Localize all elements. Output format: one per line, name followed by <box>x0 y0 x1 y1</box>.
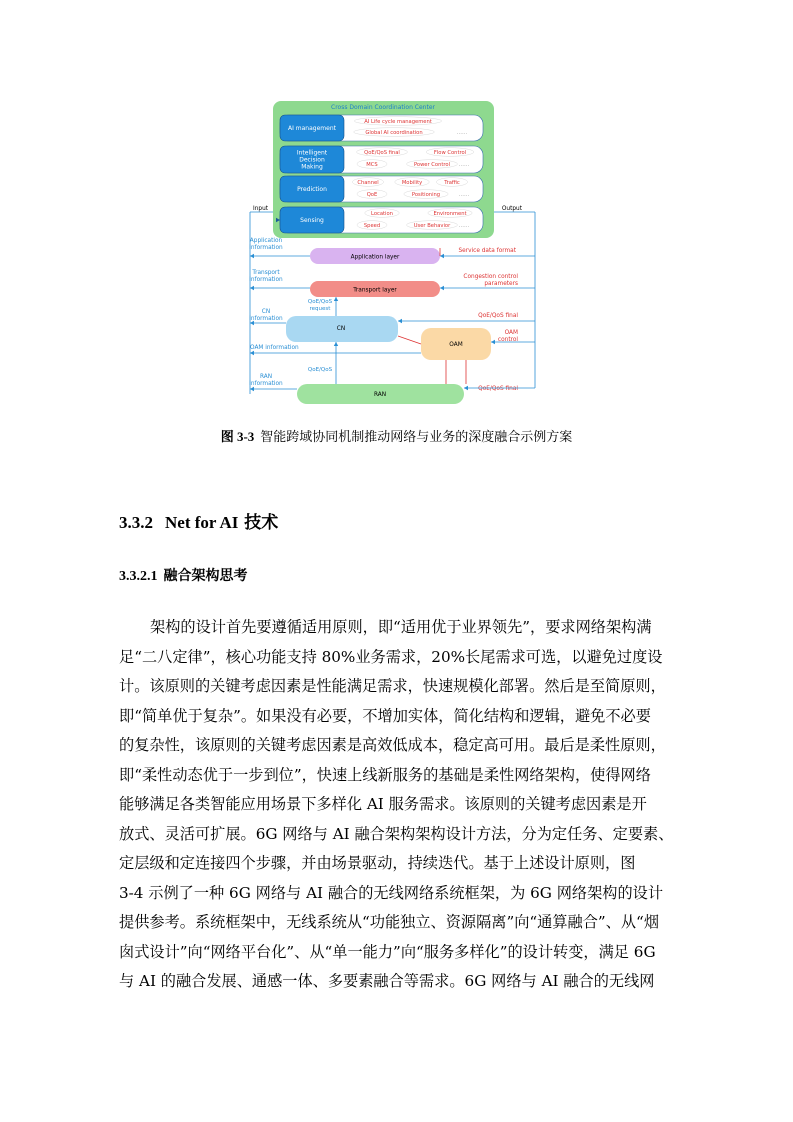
arrow-head <box>250 254 254 258</box>
service-data-label: Service data format <box>458 248 516 254</box>
cn-label: CN <box>336 326 346 332</box>
row-item-text: Global AI coordination <box>365 130 423 136</box>
section-title-cn: 技术 <box>238 513 279 533</box>
arrow-head <box>250 286 254 290</box>
paragraph-line: 计。该原则的关键考虑因素是性能满足需求，快速规模化部署。然后是至简原则， <box>119 677 666 695</box>
arrow-head <box>464 386 468 390</box>
architecture-diagram <box>240 98 540 410</box>
subsection-title: 融合架构思考 <box>163 568 248 584</box>
section-title-en: Net for AI <box>165 513 239 532</box>
paragraph-line: 架构的设计首先要遵循适用原则，即“适用优于业界领先”，要求网络架构满 <box>150 618 652 636</box>
section-number: 3.3.2 <box>119 513 153 532</box>
cn-info-label: CN <box>261 309 271 315</box>
transport-layer-label: Transport layer <box>353 287 397 294</box>
arrow-head <box>491 340 495 344</box>
paragraph-line: 3-4 示例了一种 6G 网络与 AI 融合的无线网络系统框架，为 6G 网络架构的设计 <box>119 883 664 902</box>
ran-info-label: RAN <box>259 374 273 380</box>
oam-control-label: OAM <box>504 330 518 336</box>
transport-info-label: Transport <box>252 270 280 276</box>
row-item-text: Positioning <box>411 192 441 198</box>
row-item-text: Channel <box>357 180 379 186</box>
row-item-text: Environment <box>433 211 467 217</box>
qoe-request-label: QoE/QoS <box>307 299 333 305</box>
arrow-head <box>440 254 444 258</box>
row-item-ellipsis: ...... <box>458 162 470 168</box>
row-item-text: QoE <box>366 192 378 198</box>
row-item-ellipsis: ...... <box>458 223 470 229</box>
paragraph-line: 能够满足各类智能应用场景下多样化 AI 服务需求。该原则的关键考虑因素是开 <box>119 795 647 813</box>
paragraph-line: 囱式设计”向“网络平台化”、从“单一能力”向“服务多样化”的设计转变，满足 6G <box>119 942 656 961</box>
ran-label: RAN <box>373 392 387 398</box>
ran-info-label: information <box>249 381 283 387</box>
arrow-head <box>250 387 254 391</box>
paragraph-line: 定层级和定连接四个步骤，并由场景驱动，持续迭代。基于上述设计原则，图 <box>119 854 636 872</box>
row-label-text: Prediction <box>297 186 327 193</box>
row-label-text: Making <box>301 163 323 171</box>
application-layer-label: Application layer <box>350 254 400 261</box>
arrow-head <box>250 351 254 355</box>
oam-label: OAM <box>449 342 463 348</box>
paragraph-line: 放式、灵活可扩展。6G 网络与 AI 融合架构架构设计方法，分为定任务、定要素、 <box>119 824 674 843</box>
row-label-text: Decision <box>299 156 325 164</box>
row-label-text: AI management <box>288 125 336 132</box>
oam-control-label: control <box>497 337 518 343</box>
arrow-head <box>398 319 402 323</box>
section-heading <box>119 508 278 533</box>
figure-caption <box>0 426 793 445</box>
row-item-text: MCS <box>366 162 378 168</box>
paragraph-line: 足“二八定律”，核心功能支持 80%业务需求，20%长尾需求可选，以避免过度设 <box>119 647 663 666</box>
qoe-request-label: request <box>309 306 331 312</box>
paragraph-line: 提供参考。系统框架中，无线系统从“功能独立、资源隔离”向“通算融合”、从“烟 <box>119 913 660 931</box>
row-label-text: Sensing <box>300 217 324 224</box>
arrow-head <box>440 286 444 290</box>
row-item-ellipsis: ...... <box>456 130 468 136</box>
caption-number: 图 3-3 <box>220 429 255 444</box>
oam-cn-line <box>398 336 421 344</box>
transport-info-label: information <box>249 277 283 283</box>
row-item-ellipsis: ...... <box>458 192 470 198</box>
input-label: Input <box>253 206 269 212</box>
arrow-head <box>334 342 338 346</box>
application-info-label: information <box>249 245 283 251</box>
row-item-text: Speed <box>363 223 381 229</box>
row-item-text: User Behavior <box>413 223 451 229</box>
qoe-final-cn-label: QoE/QoS final <box>478 313 518 319</box>
row-item-text: Power Control <box>413 162 451 168</box>
paragraph-line: 与 AI 的融合发展、通感一体、多要素融合等需求。6G 网络与 AI 融合的无线网 <box>119 972 655 990</box>
body-paragraph <box>119 613 675 997</box>
congestion-label: parameters <box>484 281 518 287</box>
row-label-text: Intelligent <box>296 149 328 157</box>
oam-info-label: OAM information <box>250 345 299 351</box>
cn-info-label: information <box>249 316 283 322</box>
row-item-text: Location <box>371 211 393 217</box>
qoe-qos-label: QoE/QoS <box>307 367 333 373</box>
row-item-text: Mobility <box>401 180 423 186</box>
paragraph-line: 即“简单优于复杂”。如果没有必要，不增加实体，简化结构和逻辑，避免不必要 <box>119 706 651 725</box>
subsection-heading <box>119 565 248 585</box>
subsection-number: 3.3.2.1 <box>119 569 158 584</box>
row-item-text: QoE/QoS final <box>364 150 400 156</box>
row-item-text: AI Life cycle management <box>364 119 432 125</box>
architecture-figure <box>240 98 540 410</box>
caption-text: 智能跨域协同机制推动网络与业务的深度融合示例方案 <box>260 430 573 445</box>
qoe-final-ran-label: QoE/QoS final <box>478 386 518 392</box>
paragraph-line: 即“柔性动态优于一步到位”，快速上线新服务的基础是柔性网络架构，使得网络 <box>119 765 651 784</box>
row-item-text: Flow Control <box>433 150 467 156</box>
application-info-label: Application <box>249 238 283 244</box>
row-item-text: Traffic <box>444 180 460 186</box>
output-label: Output <box>501 206 522 212</box>
congestion-label: Congestion control <box>463 274 518 280</box>
arrow-head <box>334 297 338 301</box>
coordination-center-title: Cross Domain Coordination Center <box>331 104 435 111</box>
paragraph-line: 的复杂性，该原则的关键考虑因素是高效低成本，稳定高可用。最后是柔性原则， <box>119 736 666 754</box>
